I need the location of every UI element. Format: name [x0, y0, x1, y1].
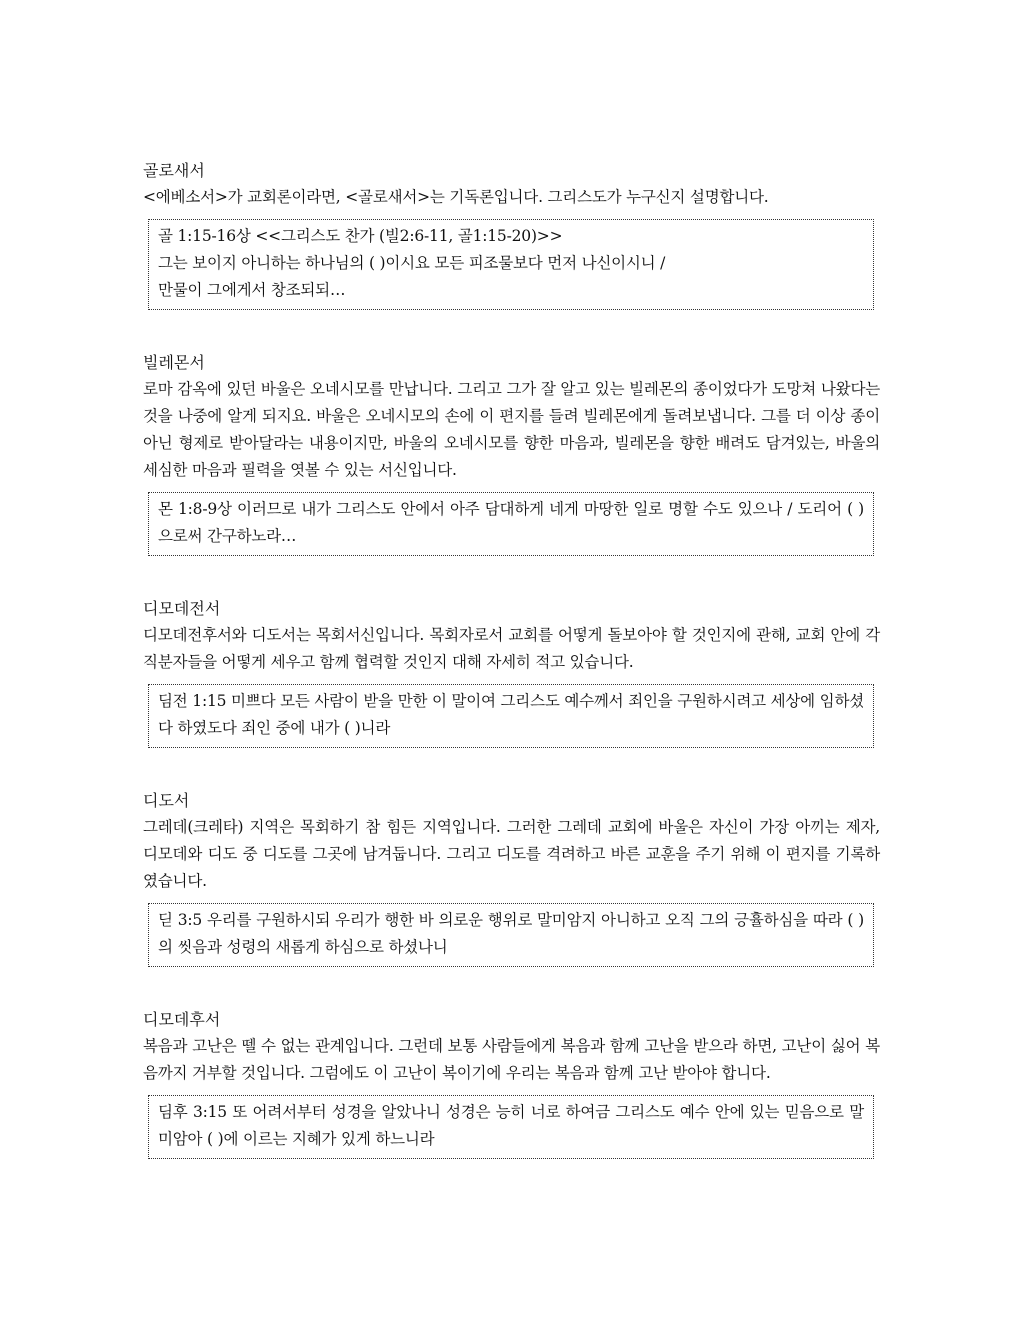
section-titus: [143, 788, 880, 967]
verse-line: 딛 3:5 우리를 구원하시되 우리가 행한 바 의로운 행위로 말미암지 아니하고 오직 그의 긍휼하심을 따라 ( )의 씻음과 성령의 새롭게 하심으로 하셨나니: [158, 911, 864, 956]
document-page: [143, 158, 880, 1199]
verse-box: [148, 684, 874, 748]
section-2-timothy: [143, 1007, 880, 1159]
verse-line: 딤후 3:15 또 어려서부터 성경을 알았나니 성경은 능히 너로 하여금 그리스도 예수 안에 있는 믿음으로 말미암아 ( )에 이르는 지혜가 있게 하느니라: [158, 1103, 864, 1148]
verse-line: 그는 보이지 아니하는 하나님의 ( )이시요 모든 피조물보다 먼저 나신이시니 /: [158, 254, 666, 272]
section-colossians: [143, 158, 880, 310]
section-philemon: [143, 350, 880, 556]
verse-line: 몬 1:8-9상 이러므로 내가 그리스도 안에서 아주 담대하게 네게 마땅한 일로 명할 수도 있으나 / 도리어 ( )으로써 간구하노라…: [158, 500, 864, 545]
verse-box: [148, 219, 874, 310]
verse-box: [148, 492, 874, 556]
verse-line: 골 1:15-16상 <<그리스도 찬가 (빌2:6-11, 골1:15-20)>>: [158, 227, 563, 245]
verse-line: 만물이 그에게서 창조되되…: [158, 281, 346, 299]
section-heading: 빌레몬서: [143, 353, 205, 372]
section-1-timothy: [143, 596, 880, 748]
verse-box: [148, 903, 874, 967]
section-paragraph: 디모데전후서와 디도서는 목회서신입니다. 목회자로서 교회를 어떻게 돌보아야 할 것인지에 관해, 교회 안에 각 직분자들을 어떻게 세우고 함께 협력할 것인지 대해 자세히 적고 있습니다.: [143, 626, 880, 671]
verse-box: [148, 1095, 874, 1159]
section-heading: 디도서: [143, 791, 190, 810]
verse-line: 딤전 1:15 미쁘다 모든 사람이 받을 만한 이 말이여 그리스도 예수께서 죄인을 구원하시려고 세상에 임하셨다 하였도다 죄인 중에 내가 ( )니라: [158, 692, 864, 737]
section-heading: 디모데후서: [143, 1010, 221, 1029]
section-paragraph: 그레데(크레타) 지역은 목회하기 참 힘든 지역입니다. 그러한 그레데 교회에 바울은 자신이 가장 아끼는 제자, 디모데와 디도 중 디도를 그곳에 남겨둡니다. 그리고 디도를 격려하고 바른 교훈을 주기 위해 이 편지를 기록하였습니다.: [143, 818, 880, 890]
section-heading: 디모데전서: [143, 599, 221, 618]
section-paragraph: 복음과 고난은 뗄 수 없는 관계입니다. 그런데 보통 사람들에게 복음과 함께 고난을 받으라 하면, 고난이 싫어 복음까지 거부할 것입니다. 그럼에도 이 고난이 복이기에 우리는 복음과 함께 고난 받아야 합니다.: [143, 1037, 880, 1082]
section-paragraph: <에베소서>가 교회론이라면, <골로새서>는 기독론입니다. 그리스도가 누구신지 설명합니다.: [143, 188, 769, 206]
section-paragraph: 로마 감옥에 있던 바울은 오네시모를 만납니다. 그리고 그가 잘 알고 있는 빌레몬의 종이었다가 도망쳐 나왔다는 것을 나중에 알게 되지요. 바울은 오네시모의 손에 이 편지를 들려 빌레몬에게 돌려보냅니다. 그를 더 이상 종이 아닌 형제로 받아달라는 내용이지만, 바울의 오네시모를 향한 마음과, 빌레몬을 향한 배려도 담겨있는, 바울의 세심한 마음과 필력을 엿볼 수 있는 서신입니다.: [143, 380, 880, 479]
section-heading: 골로새서: [143, 161, 205, 180]
